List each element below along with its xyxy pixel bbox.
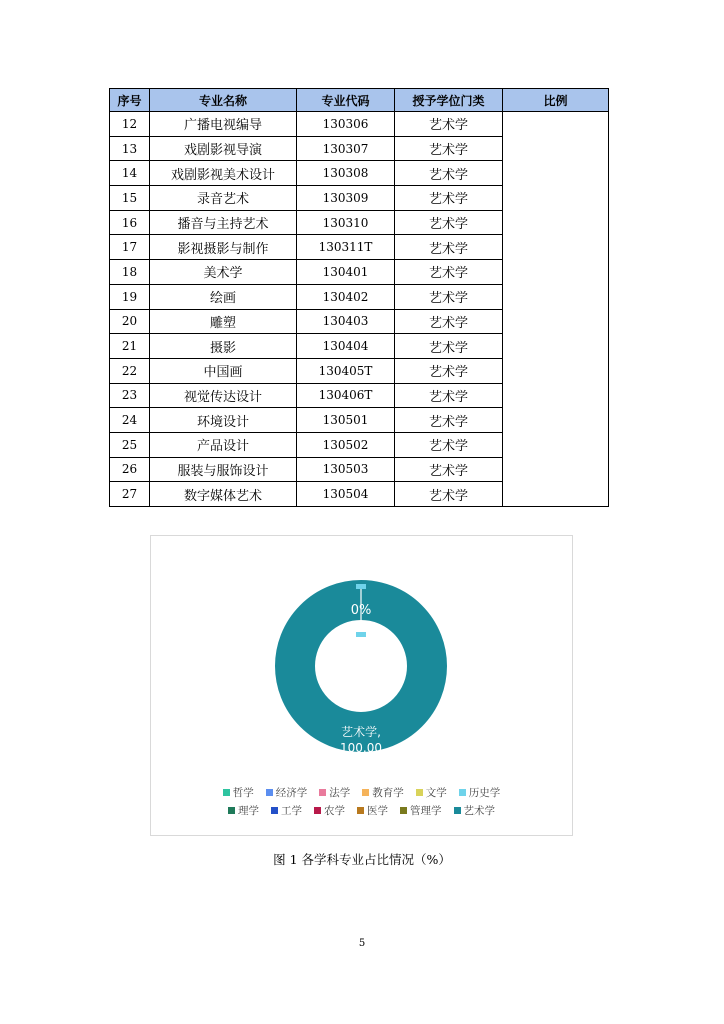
- row-degree: 艺术学: [395, 432, 503, 457]
- legend-swatch: [223, 789, 230, 796]
- legend-item: [357, 803, 388, 818]
- row-degree: 艺术学: [395, 358, 503, 383]
- row-major-code: 130401: [297, 260, 395, 285]
- legend-item: [314, 803, 345, 818]
- data-label-arts: 艺术学,: [341, 725, 381, 739]
- row-major-name: 美术学: [150, 260, 297, 285]
- legend-label: 经济学: [275, 787, 308, 799]
- donut-chart: [150, 535, 573, 836]
- row-major-code: 130406T: [297, 383, 395, 408]
- row-major-code: 130308: [297, 161, 395, 186]
- legend-swatch: [228, 807, 235, 814]
- legend-swatch: [362, 789, 369, 796]
- legend-label: 管理学: [410, 805, 442, 817]
- row-major-name: 广播电视编导: [150, 112, 297, 137]
- row-major-name: 戏剧影视美术设计: [150, 161, 297, 186]
- legend-swatch: [266, 789, 273, 796]
- row-degree: 艺术学: [395, 284, 503, 309]
- legend-label: 历史学: [468, 787, 501, 799]
- row-major-code: 130310: [297, 210, 395, 235]
- legend-label: 法学: [329, 787, 351, 799]
- row-degree: 艺术学: [395, 186, 503, 211]
- legend-swatch: [314, 807, 321, 814]
- row-degree: 艺术学: [395, 482, 503, 507]
- row-no: 12: [110, 112, 150, 137]
- figure-caption: 图 1 各学科专业占比情况（%）: [273, 852, 451, 867]
- row-major-name: 摄影: [150, 334, 297, 359]
- row-major-name: 播音与主持艺术: [150, 210, 297, 235]
- row-major-code: 130502: [297, 432, 395, 457]
- row-degree: 艺术学: [395, 334, 503, 359]
- row-major-name: 绘画: [150, 284, 297, 309]
- row-no: 26: [110, 457, 150, 482]
- row-major-name: 影视摄影与制作: [150, 235, 297, 260]
- row-major-name: 雕塑: [150, 309, 297, 334]
- row-no: 17: [110, 235, 150, 260]
- legend-label: 农学: [324, 805, 345, 817]
- legend-item: [266, 785, 308, 800]
- row-major-code: 130405T: [297, 358, 395, 383]
- majors-table: [109, 88, 609, 507]
- row-no: 16: [110, 210, 150, 235]
- legend-item: [228, 803, 259, 818]
- row-major-code: 130307: [297, 136, 395, 161]
- legend-item: [362, 785, 404, 800]
- table-header-row: [110, 89, 609, 112]
- legend-swatch: [416, 789, 423, 796]
- row-no: 24: [110, 408, 150, 433]
- legend-label: 艺术学: [463, 805, 495, 817]
- row-degree: 艺术学: [395, 235, 503, 260]
- row-degree: 艺术学: [395, 408, 503, 433]
- row-major-name: 视觉传达设计: [150, 383, 297, 408]
- legend-item: [416, 785, 447, 800]
- row-degree: 艺术学: [395, 161, 503, 186]
- row-degree: 艺术学: [395, 383, 503, 408]
- zero-slice-marker-bottom: [356, 632, 366, 637]
- row-major-code: 130306: [297, 112, 395, 137]
- legend-item: [319, 785, 350, 800]
- legend-swatch: [459, 789, 466, 796]
- legend-swatch: [454, 807, 461, 814]
- row-degree: 艺术学: [395, 457, 503, 482]
- row-major-name: 戏剧影视导演: [150, 136, 297, 161]
- legend-item: [400, 803, 442, 818]
- legend-label: 教育学: [372, 787, 404, 799]
- row-major-name: 中国画: [150, 358, 297, 383]
- row-major-name: 服装与服饰设计: [150, 457, 297, 482]
- row-no: 20: [110, 309, 150, 334]
- row-major-code: 130311T: [297, 235, 395, 260]
- header-ratio: 比例: [503, 89, 609, 112]
- legend-swatch: [319, 789, 326, 796]
- data-label-zero: 0%: [350, 603, 372, 618]
- row-no: 13: [110, 136, 150, 161]
- row-degree: 艺术学: [395, 210, 503, 235]
- legend-item: [271, 803, 302, 818]
- row-major-code: 130501: [297, 408, 395, 433]
- legend-item: [459, 785, 501, 800]
- row-major-name: 产品设计: [150, 432, 297, 457]
- data-label-arts-value: 100.00: [340, 741, 382, 755]
- zero-slice-marker-top: [356, 584, 366, 589]
- legend-swatch: [400, 807, 407, 814]
- row-major-code: 130403: [297, 309, 395, 334]
- row-degree: 艺术学: [395, 260, 503, 285]
- row-ratio-cell: [503, 112, 609, 507]
- row-major-code: 130503: [297, 457, 395, 482]
- row-no: 14: [110, 161, 150, 186]
- legend-item: [223, 785, 254, 800]
- page-number: 5: [358, 938, 366, 949]
- header-degree: 授予学位门类: [395, 89, 503, 112]
- header-major-name: 专业名称: [150, 89, 297, 112]
- legend-label: 理学: [238, 805, 259, 817]
- legend-label: 工学: [281, 805, 302, 817]
- legend-swatch: [271, 807, 278, 814]
- row-no: 18: [110, 260, 150, 285]
- row-major-name: 录音艺术: [150, 186, 297, 211]
- row-degree: 艺术学: [395, 112, 503, 137]
- legend-label: 文学: [425, 787, 447, 799]
- legend-swatch: [357, 807, 364, 814]
- row-major-name: 数字媒体艺术: [150, 482, 297, 507]
- row-major-name: 环境设计: [150, 408, 297, 433]
- row-degree: 艺术学: [395, 309, 503, 334]
- row-major-code: 130402: [297, 284, 395, 309]
- table-row: [110, 112, 609, 137]
- row-no: 22: [110, 358, 150, 383]
- legend-item: [454, 803, 496, 818]
- row-major-code: 130504: [297, 482, 395, 507]
- row-no: 25: [110, 432, 150, 457]
- legend-label: 哲学: [232, 787, 254, 799]
- row-no: 15: [110, 186, 150, 211]
- chart-legend-row-1: [151, 785, 572, 800]
- row-no: 21: [110, 334, 150, 359]
- row-no: 27: [110, 482, 150, 507]
- chart-legend-row-2: [151, 803, 572, 818]
- header-no: 序号: [110, 89, 150, 112]
- legend-label: 医学: [367, 805, 388, 817]
- row-major-code: 130404: [297, 334, 395, 359]
- row-no: 19: [110, 284, 150, 309]
- row-degree: 艺术学: [395, 136, 503, 161]
- row-no: 23: [110, 383, 150, 408]
- header-major-code: 专业代码: [297, 89, 395, 112]
- row-major-code: 130309: [297, 186, 395, 211]
